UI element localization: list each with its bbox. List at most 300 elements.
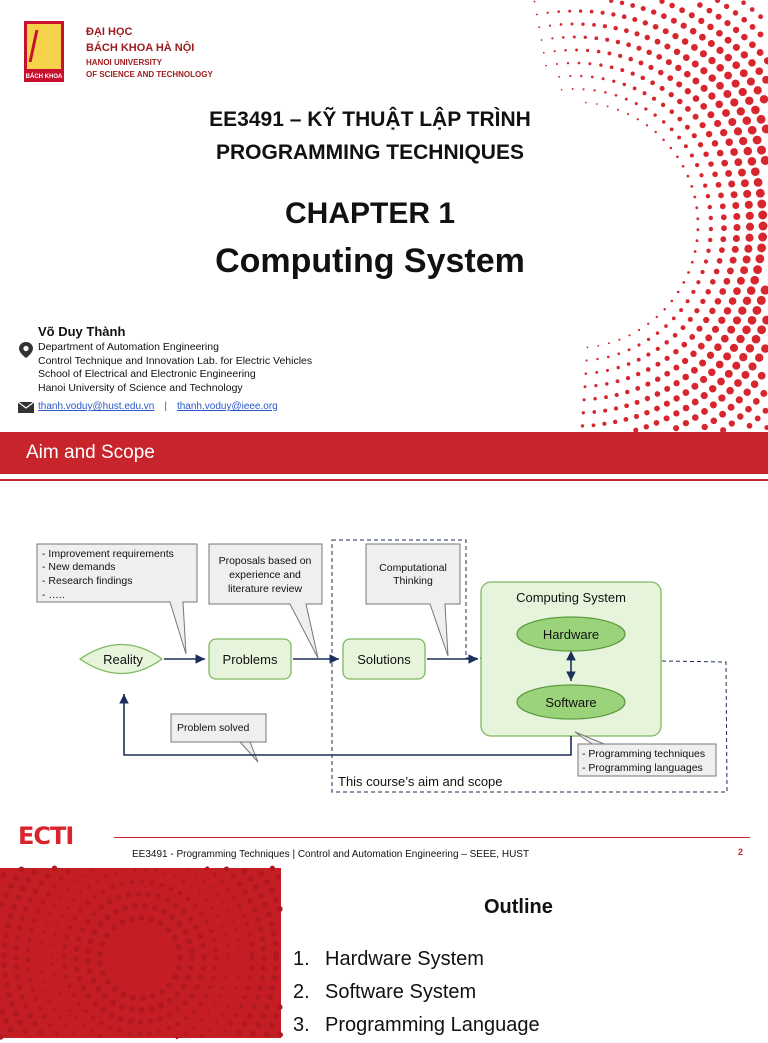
decorative-dot (719, 411, 726, 418)
decorative-dot (723, 90, 731, 98)
decorative-dot (242, 1022, 247, 1027)
decorative-dot (255, 917, 260, 922)
decorative-dot (683, 389, 690, 396)
decorative-dot (617, 366, 620, 369)
decorative-dot (46, 892, 50, 896)
decorative-dot (152, 905, 158, 911)
decorative-dot (201, 965, 206, 970)
callout-reality-line-4: - ….. (42, 589, 65, 601)
decorative-dot (272, 975, 278, 981)
decorative-dot (272, 941, 278, 947)
decorative-dot (66, 906, 69, 909)
decorative-dot (250, 952, 254, 956)
decorative-dot (648, 65, 653, 70)
decorative-dot (199, 911, 203, 915)
decorative-dot (119, 1004, 125, 1010)
decorative-dot (730, 98, 738, 106)
decorative-dot (3, 1018, 9, 1024)
decorative-dot (691, 290, 695, 294)
decorative-dot (13, 875, 19, 881)
decorative-dot (41, 900, 45, 904)
decorative-dot (227, 910, 230, 913)
decorative-dot (744, 389, 751, 396)
decorative-dot (715, 298, 722, 305)
decorative-dot (261, 946, 266, 951)
decorative-dot (614, 406, 618, 410)
decorative-dot (641, 6, 646, 11)
decorative-dot (671, 18, 677, 24)
decorative-dot (645, 382, 650, 387)
callout-reality-line-1: - Improvement requirements (42, 548, 174, 560)
decorative-dot (273, 897, 279, 903)
decorative-dot (612, 80, 615, 83)
decorative-dot (700, 50, 707, 57)
outline-item: 1. Hardware System (293, 948, 484, 971)
decorative-dot (672, 317, 676, 321)
decorative-dot (243, 995, 247, 999)
outline-title: Outline (484, 896, 553, 919)
decorative-dot (757, 200, 766, 209)
decorative-dot (147, 1031, 151, 1035)
decorative-dot (666, 59, 672, 65)
decorative-dot (19, 866, 25, 872)
decorative-dot (108, 1026, 112, 1030)
decorative-dot (127, 1031, 131, 1035)
decorative-dot (693, 95, 700, 102)
decorative-dot (716, 82, 724, 90)
decorative-dot (63, 1001, 66, 1004)
decorative-dot (661, 103, 665, 107)
decorative-dot (132, 903, 138, 909)
decorative-dot (757, 115, 766, 124)
decorative-dot (760, 390, 767, 397)
decorative-dot (201, 1035, 204, 1038)
decorative-dot (724, 4, 729, 9)
decorative-dot (150, 881, 154, 885)
decorative-dot (708, 40, 715, 47)
decorative-dot (184, 1016, 188, 1020)
aim-scope-diagram (0, 432, 768, 832)
decorative-dot (77, 1001, 81, 1005)
decorative-dot (213, 966, 217, 970)
decorative-dot (205, 899, 208, 902)
decorative-dot (638, 329, 640, 331)
decorative-dot (742, 371, 750, 379)
decorative-dot (42, 981, 45, 984)
decorative-dot (664, 43, 670, 49)
decorative-dot (226, 1005, 229, 1008)
decorative-dot (746, 223, 754, 231)
decorative-dot (741, 51, 748, 58)
decorative-dot (61, 915, 64, 918)
decorative-dot (211, 976, 215, 980)
decorative-dot (83, 1009, 87, 1013)
decorative-dot (222, 902, 225, 905)
decorative-dot (745, 406, 752, 413)
decorative-dot (177, 921, 183, 927)
decorative-dot (1, 952, 7, 958)
decorative-dot (77, 976, 82, 981)
decorative-dot (745, 234, 753, 242)
decorative-dot (105, 979, 111, 985)
decorative-dot (237, 904, 241, 908)
decorative-dot (68, 1009, 71, 1012)
decorative-dot (635, 386, 640, 391)
solutions-label: Solutions (357, 652, 411, 667)
decorative-dot (22, 1028, 28, 1034)
decorative-dot (728, 181, 735, 188)
decorative-dot (586, 359, 588, 361)
decorative-dot (53, 1008, 56, 1011)
decorative-dot (682, 38, 689, 45)
decorative-dot (105, 875, 108, 878)
decorative-dot (186, 939, 192, 945)
decorative-dot (193, 904, 197, 908)
decorative-dot (66, 870, 70, 874)
decorative-dot (757, 243, 766, 252)
decorative-dot (602, 422, 606, 426)
decorative-dot (49, 912, 52, 915)
decorative-dot (708, 57, 715, 64)
decorative-dot (727, 326, 735, 334)
decorative-dot (692, 414, 699, 421)
decorative-dot (545, 65, 547, 67)
decorative-dot (681, 342, 687, 348)
decorative-dot (663, 28, 669, 34)
decorative-dot (216, 915, 219, 918)
decorative-dot (39, 951, 42, 954)
decorative-dot (689, 334, 695, 340)
decorative-dot (636, 46, 641, 51)
decorative-dot (224, 866, 229, 871)
callout-software-line-2: - Programming languages (582, 762, 703, 774)
decorative-dot (249, 942, 253, 946)
decorative-dot (753, 265, 762, 274)
decorative-dot (650, 80, 655, 85)
decorative-dot (146, 892, 151, 897)
decorative-dot (602, 77, 605, 80)
decorative-dot (97, 961, 103, 967)
decorative-dot (716, 30, 723, 37)
decorative-dot (726, 387, 734, 395)
decorative-dot (711, 418, 718, 425)
decorative-dot (724, 307, 732, 315)
decorative-dot (226, 967, 229, 970)
decorative-dot (262, 902, 268, 908)
decorative-dot (637, 358, 641, 362)
author-name: Võ Duy Thành (38, 324, 125, 339)
decorative-dot (99, 1021, 103, 1025)
decorative-dot (606, 369, 609, 372)
decorative-dot (758, 211, 767, 220)
decorative-dot (23, 906, 28, 911)
decorative-dot (673, 349, 678, 354)
decorative-dot (28, 978, 32, 982)
decorative-dot (733, 316, 741, 324)
decorative-dot (193, 925, 198, 930)
outline-item: 2. Software System (293, 981, 476, 1004)
decorative-dot (8, 883, 14, 889)
decorative-dot (169, 914, 175, 920)
decorative-dot (592, 23, 596, 27)
decorative-dot (188, 965, 194, 971)
decorative-dot (176, 965, 182, 971)
decorative-dot (676, 81, 682, 87)
decorative-dot (601, 11, 605, 15)
decorative-dot (568, 10, 571, 13)
decorative-dot (701, 408, 708, 415)
decorative-dot (97, 951, 103, 957)
decorative-dot (200, 943, 205, 948)
decorative-dot (674, 49, 680, 55)
decorative-dot (258, 985, 263, 990)
course-title-en: PROGRAMMING TECHNIQUES (0, 141, 740, 165)
decorative-dot (11, 904, 17, 910)
decorative-dot (100, 1008, 105, 1013)
decorative-dot (148, 1018, 153, 1023)
decorative-dot (134, 869, 137, 872)
decorative-dot (27, 938, 31, 942)
decorative-dot (661, 13, 667, 19)
decorative-dot (682, 374, 689, 381)
decorative-dot (239, 1004, 243, 1008)
decorative-dot (758, 233, 767, 242)
decorative-dot (688, 317, 693, 322)
decorative-dot (717, 378, 725, 386)
decorative-dot (100, 941, 106, 947)
decorative-dot (39, 880, 44, 885)
decorative-dot (687, 175, 690, 178)
decorative-dot (235, 929, 238, 932)
decorative-dot (582, 411, 585, 414)
decorative-dot (748, 362, 756, 370)
decorative-dot (744, 245, 752, 253)
page-number: 2 (738, 847, 743, 857)
footer-divider (114, 837, 750, 838)
decorative-dot (603, 24, 607, 28)
decorative-dot (97, 921, 103, 927)
decorative-dot (557, 10, 560, 13)
decorative-dot (755, 354, 763, 362)
decorative-dot (218, 995, 221, 998)
decorative-dot (189, 955, 195, 961)
decorative-dot (186, 897, 190, 901)
decorative-dot (635, 102, 638, 105)
decorative-dot (167, 998, 173, 1004)
decorative-dot (181, 983, 187, 989)
decorative-dot (175, 1022, 179, 1026)
decorative-dot (739, 353, 747, 361)
decorative-dot (261, 955, 266, 960)
decorative-dot (167, 1026, 171, 1030)
decorative-dot (647, 323, 649, 325)
decorative-dot (3, 932, 9, 938)
decorative-dot (20, 994, 25, 999)
decorative-dot (267, 994, 273, 1000)
decorative-dot (183, 1000, 188, 1005)
decorative-dot (748, 157, 757, 166)
decorative-dot (733, 235, 740, 242)
decorative-dot (176, 1036, 179, 1039)
decorative-dot (747, 423, 753, 429)
decorative-dot (609, 0, 613, 3)
decorative-dot (625, 98, 628, 101)
decorative-dot (581, 424, 584, 427)
decorative-dot (592, 423, 596, 427)
decorative-dot (130, 880, 134, 884)
decorative-dot (761, 156, 768, 165)
decorative-dot (743, 297, 751, 305)
decorative-dot (624, 403, 629, 408)
decorative-dot (691, 367, 698, 374)
decorative-dot (615, 393, 619, 397)
decorative-dot (15, 975, 20, 980)
decorative-dot (260, 936, 265, 941)
problem-solved-label: Problem solved (177, 722, 250, 734)
chapter-number: CHAPTER 1 (0, 197, 740, 231)
decorative-dot (675, 65, 681, 71)
decorative-dot (40, 941, 43, 944)
outline-slide (0, 864, 768, 1024)
decorative-dot (198, 892, 201, 895)
decorative-dot (681, 325, 686, 330)
decorative-dot (672, 33, 678, 39)
decorative-dot (597, 345, 599, 347)
chapter-title: Computing System (0, 242, 740, 281)
decorative-dot (248, 976, 252, 980)
decorative-dot (93, 1001, 98, 1006)
decorative-dot (652, 97, 656, 101)
decorative-dot (740, 69, 748, 77)
decorative-dot (81, 875, 84, 878)
decorative-dot (42, 931, 45, 934)
decorative-dot (80, 891, 83, 894)
aim-scope-slide (0, 432, 768, 864)
decorative-dot (734, 379, 742, 387)
decorative-dot (673, 333, 678, 338)
decorative-dot (618, 339, 620, 341)
decorative-dot (154, 870, 157, 873)
callout-software-line-1: - Programming techniques (582, 748, 705, 760)
decorative-dot (52, 866, 57, 871)
decorative-dot (15, 895, 21, 901)
decorative-dot (677, 99, 683, 105)
decorative-dot (683, 420, 689, 426)
decorative-dot (20, 886, 26, 892)
decorative-dot (188, 916, 193, 921)
decorative-dot (54, 904, 57, 907)
decorative-dot (560, 23, 563, 26)
decorative-dot (213, 1004, 216, 1007)
decorative-dot (594, 36, 598, 40)
decorative-dot (677, 136, 681, 140)
decorative-dot (148, 917, 154, 923)
decorative-dot (748, 59, 756, 67)
decorative-dot (744, 147, 752, 155)
decorative-dot (210, 886, 213, 889)
decorative-dot (185, 975, 191, 981)
decorative-dot (173, 876, 176, 879)
decorative-dot (234, 1013, 238, 1017)
decorative-dot (764, 57, 768, 64)
decorative-dot (174, 991, 180, 997)
decorative-dot (707, 352, 714, 359)
decorative-dot (758, 372, 766, 380)
decorative-dot (74, 966, 79, 971)
decorative-dot (238, 967, 241, 970)
decorative-dot (701, 392, 708, 399)
decorative-dot (62, 955, 66, 959)
decorative-dot (708, 74, 716, 82)
decorative-dot (583, 88, 585, 90)
decorative-dot (764, 425, 768, 430)
decorative-dot (208, 1028, 211, 1031)
decorative-dot (637, 343, 640, 346)
decorative-dot (628, 57, 633, 62)
decorative-dot (54, 1031, 58, 1035)
decorative-dot (659, 0, 664, 4)
problems-label: Problems (223, 652, 278, 667)
decorative-dot (605, 382, 609, 386)
decorative-dot (639, 60, 644, 65)
decorative-dot (656, 316, 658, 318)
outline-red-panel (0, 868, 281, 1038)
decorative-dot (633, 87, 637, 91)
decorative-dot (181, 909, 186, 914)
decorative-dot (757, 296, 766, 305)
decorative-dot (567, 62, 569, 64)
decorative-dot (634, 414, 639, 419)
decorative-dot (0, 901, 5, 907)
decorative-dot (593, 397, 596, 400)
decorative-dot (763, 408, 768, 414)
decorative-dot (575, 49, 578, 52)
decorative-dot (255, 995, 260, 1000)
computing-system-label: Computing System (516, 590, 626, 605)
decorative-dot (80, 927, 85, 932)
decorative-dot (541, 39, 543, 41)
decorative-dot (756, 189, 765, 198)
decorative-dot (627, 362, 631, 366)
decorative-dot (699, 359, 706, 366)
decorative-dot (573, 36, 576, 39)
decorative-dot (698, 18, 704, 24)
decorative-dot (236, 1030, 241, 1035)
decorative-dot (691, 383, 698, 390)
decorative-dot (743, 255, 751, 263)
decorative-dot (28, 897, 33, 902)
decorative-dot (658, 70, 664, 76)
decorative-dot (124, 870, 127, 873)
email-link-hust[interactable]: thanh.voduy@hust.edu.vn (38, 401, 154, 412)
decorative-dot (63, 945, 67, 949)
decorative-dot (669, 92, 674, 97)
decorative-dot (126, 892, 131, 897)
decorative-dot (630, 3, 635, 8)
decorative-dot (48, 999, 51, 1002)
decorative-dot (198, 975, 203, 980)
decorative-dot (54, 933, 57, 936)
decorative-dot (718, 317, 725, 324)
decorative-dot (220, 924, 223, 927)
decorative-dot (39, 961, 42, 964)
decorative-dot (81, 985, 86, 990)
email-link-ieee[interactable]: thanh.voduy@ieee.org (177, 401, 278, 412)
decorative-dot (751, 106, 760, 115)
decorative-dot (243, 890, 248, 895)
decorative-dot (78, 908, 82, 912)
decorative-dot (245, 923, 249, 927)
